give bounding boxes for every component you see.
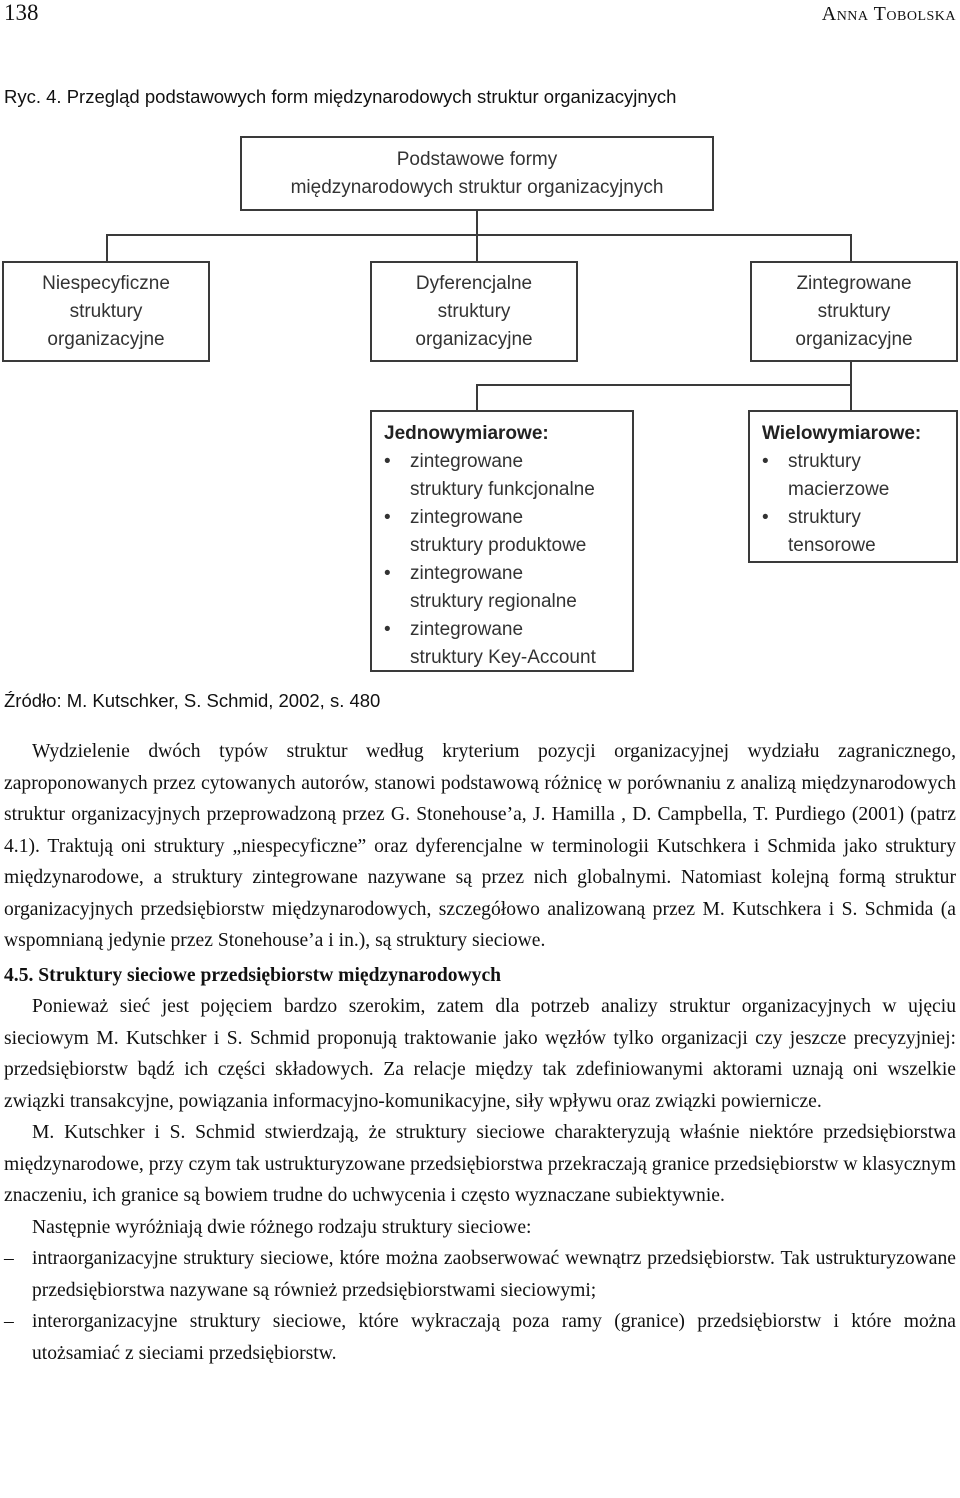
diagram-top-box: [240, 136, 714, 211]
list-item: • struktury macierzowe: [762, 448, 944, 504]
running-head: Anna Tobolska: [821, 3, 956, 25]
connector-top-down: [476, 210, 478, 235]
list-item-intraorganizational: [4, 1243, 956, 1306]
box-line: Zintegrowane: [796, 272, 912, 294]
box-line: Niespecyficzne: [42, 272, 170, 294]
list-item-interorganizational: [4, 1306, 956, 1369]
bullet-icon: •: [384, 563, 391, 584]
paragraph-3: M. Kutschker i S. Schmid stwierdzają, że struktury sieciowe charakteryzują właśnie niektóre przedsiębiorstwa międzynarodowe, przy czym tak ustrukturyzowane przedsiębiorstwa przekraczają granice przedsiębiorstw w klasycznym znaczeniu, ich granice są bowiem trudne do uchwycenia i często wyznaczane subiektywnie.: [4, 1122, 956, 1206]
dash-item-text: intraorganizacyjne struktury sieciowe, które można zaobserwować wewnątrz przedsiębiorstw. Tak ustrukturyzowane przedsiębiorstwa nazywane są również przedsiębiorstwami sieciowymi;: [32, 1248, 956, 1301]
box-line: struktury: [69, 300, 143, 322]
box-line: Dyferencjalne: [415, 272, 533, 294]
figure-source: Źródło: M. Kutschker, S. Schmid, 2002, s. 480: [4, 690, 381, 711]
connector-level2-horizontal: [106, 234, 852, 236]
box-differential-structures: [370, 261, 578, 362]
list-item: • zintegrowane struktury regionalne: [384, 560, 620, 616]
section-title: 4.5. Struktury sieciowe przedsiębiorstw międzynarodowych: [4, 964, 502, 986]
top-box-line-1: Podstawowe formy: [396, 148, 558, 170]
dash-item-text: interorganizacyjne struktury sieciowe, które wykraczają poza ramy (granice) przedsiębiorstw i które można utożsamiać z sieciami przedsiębiorstw.: [32, 1311, 956, 1364]
one-dim-title: Jednowymiarowe:: [384, 423, 549, 444]
dash-marker: –: [4, 1248, 14, 1269]
bullet-icon: •: [384, 619, 391, 640]
body-text: [4, 736, 956, 1369]
box-nonspecific-structures: [2, 261, 210, 362]
bullet-icon: •: [384, 507, 391, 528]
paragraph-1: Wydzielenie dwóch typów struktur według kryterium pozycji organizacyjnej wydziału zagranicznego, zaproponowanych przez cytowanych autorów, stanowi podstawową różnicę w porównaniu z analizą międzynarodowych struktur organizacyjnych przeprowadzoną przez G. Stonehouse’a, J. Hamilla , D. Campbella, T. Purdiego (2001) (patrz 4.1). Traktują oni struktury „niespecyficzne” oraz dyferencjalne w terminologii Kutschkera i Schmida jako struktury międzynarodowe, a struktury zintegrowane nazywane są przez nich globalnymi. Natomiast kolejną formą struktur organizacyjnych przedsiębiorstw międzynarodowych, szczegółowo analizowaną przez M. Kutschkera i S. Schmida (a wspomnianą jedynie przez Stonehouse’a i in.), są struktury sieciowe.: [4, 741, 956, 951]
box-line: struktury: [817, 300, 891, 322]
bullet-icon: •: [762, 507, 769, 528]
paragraph-4: Następnie wyróżniają dwie różnego rodzaju struktury sieciowe:: [32, 1216, 532, 1238]
connector-to-box-3: [850, 234, 852, 262]
box-line: struktury: [437, 300, 511, 322]
box-integrated-structures: [750, 261, 958, 362]
connector-to-box-2: [476, 234, 478, 262]
multi-dim-title: Wielowymiarowe:: [762, 423, 922, 444]
box-line: organizacyjne: [47, 328, 165, 350]
box-line: organizacyjne: [415, 328, 533, 350]
list-item: • zintegrowane struktury funkcjonalne: [384, 448, 620, 504]
connector-level3-horizontal: [476, 384, 852, 386]
connector-to-multi-dim: [850, 384, 852, 412]
connector-to-one-dim: [476, 384, 478, 412]
list-item: • struktury tensorowe: [762, 504, 944, 560]
dash-marker: –: [4, 1311, 14, 1332]
list-item: • zintegrowane struktury produktowe: [384, 504, 620, 560]
box-multi-dimensional: [748, 410, 958, 563]
one-dim-list: [384, 448, 620, 672]
page-number: 138: [4, 0, 39, 25]
box-one-dimensional: [370, 410, 634, 672]
figure-caption: Ryc. 4. Przegląd podstawowych form międzynarodowych struktur organizacyjnych: [4, 86, 677, 107]
multi-dim-list: [762, 448, 944, 560]
paragraph-2: Ponieważ sieć jest pojęciem bardzo szerokim, zatem dla potrzeb analizy struktur organizacyjnych w ujęciu sieciowym M. Kutschker i S. Schmid proponują traktowanie jako węzłów tylko organizacji czy jeszcze precyzyjniej: przedsiębiorstw bądź ich części składowych. Za relacje między tak zdefiniowanymi aktorami uznają oni wszelkie związki transakcyjne, powiązania informacyjno-komunikacyjne, siły wpływu oraz związki powiernicze.: [4, 996, 956, 1112]
top-box-line-2: międzynarodowych struktur organizacyjnych: [290, 176, 664, 198]
connector-integrated-down: [850, 361, 852, 386]
connector-to-box-1: [106, 234, 108, 262]
bullet-icon: •: [762, 451, 769, 472]
box-line: organizacyjne: [795, 328, 913, 350]
list-item: • zintegrowane struktury Key-Account: [384, 616, 620, 672]
bullet-icon: •: [384, 451, 391, 472]
